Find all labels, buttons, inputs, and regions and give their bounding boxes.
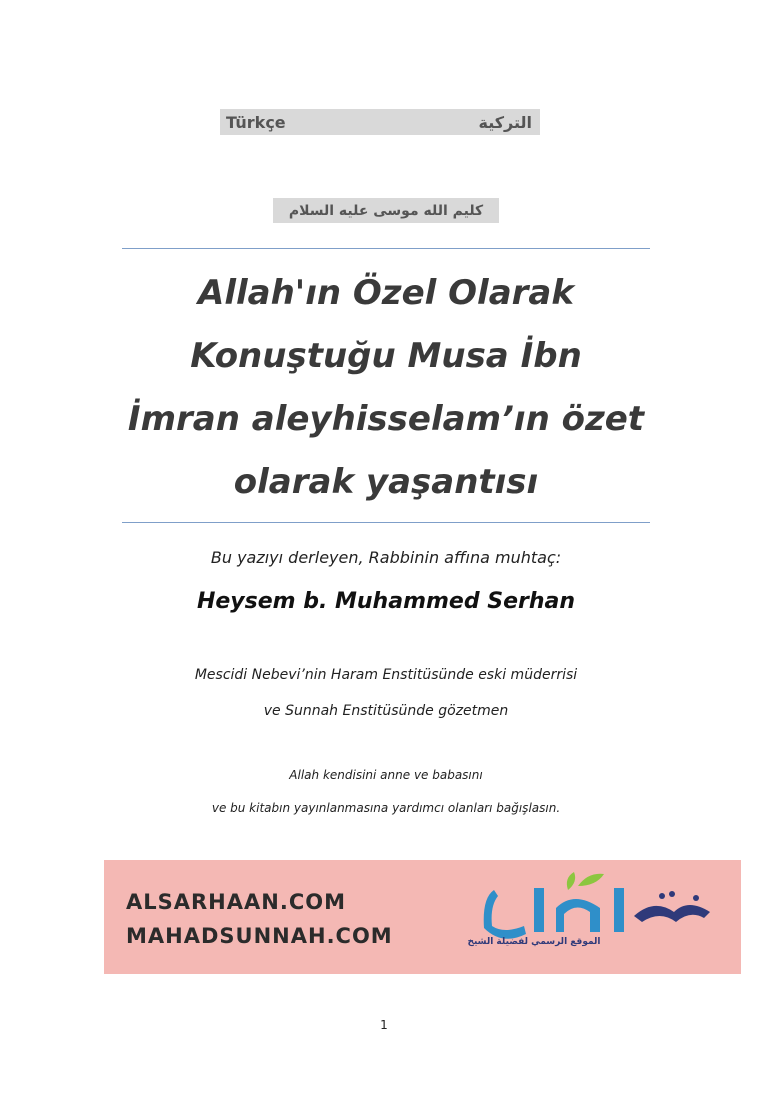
title-line-2: Konuştuğu Musa İbn (190, 336, 582, 376)
title-line-1: Allah'ın Özel Olarak (198, 273, 574, 313)
title-top-rule (122, 248, 650, 249)
sarhaan-logo-icon (464, 868, 724, 968)
compiler-intro: Bu yazıyı derleyen, Rabbinin affına muhtaç: (210, 548, 562, 567)
dedication-line-1: Allah kendisini anne ve babasını (289, 768, 483, 782)
dedication-line-2: ve bu kitabın yayınlanmasına yardımcı olanları bağışlasın. (211, 801, 561, 815)
language-label-arabic: التركية (478, 112, 532, 132)
website-mahadsunnah[interactable]: MAHADSUNNAH.COM (126, 924, 393, 948)
author-credential-2: ve Sunnah Enstitüsünde gözetmen (263, 703, 509, 719)
title-bottom-rule (122, 522, 650, 523)
document-title (110, 262, 662, 514)
website-banner (104, 860, 741, 974)
title-line-3: İmran aleyhisselam’ın özet (127, 399, 645, 439)
website-alsarhaan[interactable]: ALSARHAAN.COM (126, 890, 346, 914)
language-label-turkish: Türkçe (226, 112, 286, 132)
author-credential-1: Mescidi Nebevi’nin Haram Enstitüsünde eski müderrisi (194, 667, 578, 683)
arabic-subject-label: كليم الله موسى عليه السلام (273, 198, 499, 223)
author-name: Heysem b. Muhammed Serhan (196, 589, 576, 614)
logo-caption: الموقع الرسمي لفضيلة الشيخ (467, 937, 601, 947)
page-number: 1 (380, 1018, 388, 1032)
title-line-4: olarak yaşantısı (233, 462, 539, 502)
language-label-bar (220, 109, 540, 135)
